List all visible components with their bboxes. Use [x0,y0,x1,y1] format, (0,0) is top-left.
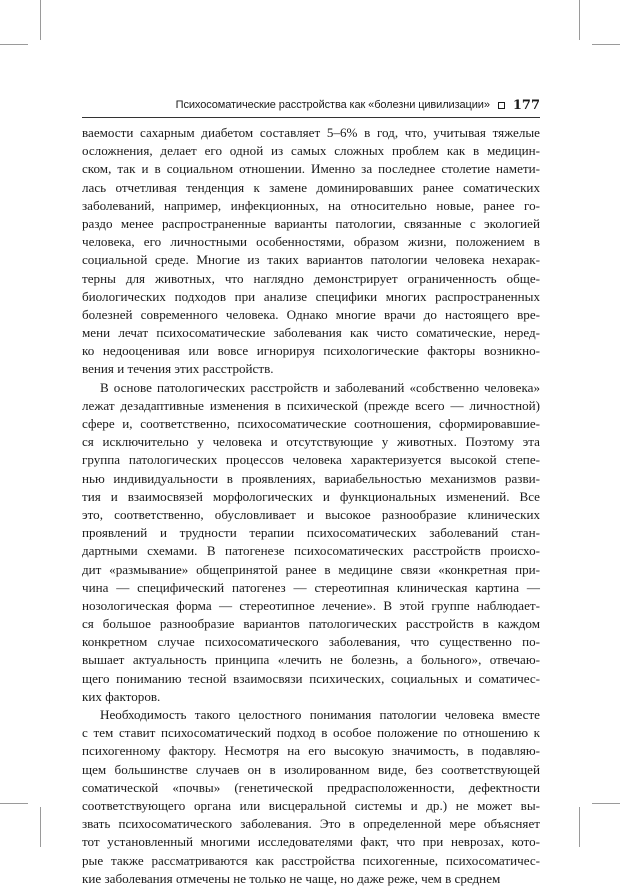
text-line: щем большинстве случаев он в изолированном виде, без соответствующей [82,761,540,777]
text-line: ся исключительно у человека и отсутствующие у животных. Поэтому эта [82,434,540,450]
text-line: лась отчетливая тенденция к замене доминировавших ранее соматических [82,179,540,195]
text-line: проявлений и трудности терапии психосоматических заболеваний стан- [82,525,540,541]
crop-mark-bottom-left-v [40,807,41,847]
text-line: тот установленный многими исследователями факт, что при неврозах, кото- [82,834,540,850]
text-line: раздо менее распространенные варианты патологии, связанные с экологией [82,215,540,231]
text-line: чина — специфический патогенез — стереотипная клиническая картина — [82,579,540,595]
text-line: ся большое разнообразие вариантов патологических расстройств в каждом [82,616,540,632]
text-line: дит «размывание» общепринятой ранее в медицине связи «конкретная при- [82,561,540,577]
crop-mark-top-left-h [0,44,28,45]
crop-mark-bottom-right-h [592,803,620,804]
text-line: биологических подходов при анализе специфики многих распространенных [82,288,540,304]
text-line: терны для животных, что наглядно демонстрирует ограниченность обще- [82,270,540,286]
hollow-square-icon [498,102,505,109]
text-line: социальной среде. Многие из таких вариантов патологии человека нехарак- [82,252,540,268]
paragraph [82,379,540,706]
header-rule [82,117,540,118]
crop-mark-top-left-v [40,0,41,40]
text-line: вения и течения этих расстройств. [82,361,274,377]
crop-mark-top-right-v [579,0,580,40]
text-line: дартными схемами. В патогенезе психосоматических расстройств происхо- [82,543,540,559]
paragraph [82,124,540,379]
text-line: это, соответственно, обусловливает и высокое разнообразие клинических [82,506,540,522]
text-line: тия и взаимосвязей морфологических и функциональных изменений. Все [82,488,540,504]
text-line: щего пониманию тесной взаимосвязи психических, социальных и соматичес- [82,670,540,686]
text-line: конкретном случае психосоматического заболевания, что существенно по- [82,634,540,650]
text-line: болезней современного человека. Однако многие врачи до настоящего вре- [82,306,540,322]
text-line: соматической «почвы» (генетической предрасположенности, дефектности [82,779,540,795]
paragraph [82,706,540,888]
text-line: заболеваний, например, инфекционных, на относительно новые, ранее го- [82,197,540,213]
text-line: осложнения, делает его одной из самых сложных проблем как в медицин- [82,143,540,159]
running-title: Психосоматические расстройства как «болезни цивилизации» [175,99,490,111]
text-line: ко недооценивая или вовсе игнорируя психологические факторы возникно- [82,343,540,359]
text-line: вышает актуальность принципа «лечить не болезнь, а больного», отвечаю- [82,652,540,668]
text-line: мени лечат психосоматические заболевания как чисто соматические, неред- [82,325,540,341]
crop-mark-bottom-left-h [0,803,28,804]
text-line: ваемости сахарным диабетом составляет 5–6% в год, что, учитывая тяжелые [82,125,540,140]
text-line: соответствующего органа или висцеральной системы и др.) не может вы- [82,797,540,813]
page-number: 177 [512,97,540,113]
text-line: сфере и, соответственно, психосоматические соотношения, сформировавшие- [82,416,540,431]
text-line: нью индивидуальности в проявлениях, вариабельностью механизмов разви- [82,470,540,486]
text-line: ких факторов. [82,688,161,704]
running-header [82,94,540,116]
body-text [82,124,540,888]
text-line: Необходимость такого целостного понимания патологии человека вместе [100,707,540,722]
crop-mark-top-right-h [592,44,620,45]
text-line: звать психосоматического заболевания. Это в определенной мере объясняет [82,816,540,832]
text-line: психогенному фактору. Несмотря на его высокую значимость, в подавляю- [82,743,540,759]
text-line: кие заболевания отмечены не только не чаще, но даже реже, чем в среднем [82,870,501,886]
text-line: человека, его личностными особенностями, образом жизни, положением в [82,234,540,250]
text-line: В основе патологических расстройств и заболеваний «собственно человека» [100,379,540,395]
text-line: с тем ставит психосоматический подход в особое положение по отношению к [82,725,540,741]
text-line: нозологическая форма — стереотипное лечение». В этой группе наблюдает- [82,597,540,613]
text-line: рые также рассматриваются как расстройства психогенные, психосоматичес- [82,852,540,868]
text-line: лежат дезадаптивные изменения в психической (прежде всего — личностной) [82,397,540,413]
crop-mark-bottom-right-v [579,807,580,847]
text-line: ском, так и в социальном отношении. Именно за последнее столетие намети- [82,161,540,177]
text-line: группа патологических процессов человека характеризуется высокой степе- [82,452,540,468]
